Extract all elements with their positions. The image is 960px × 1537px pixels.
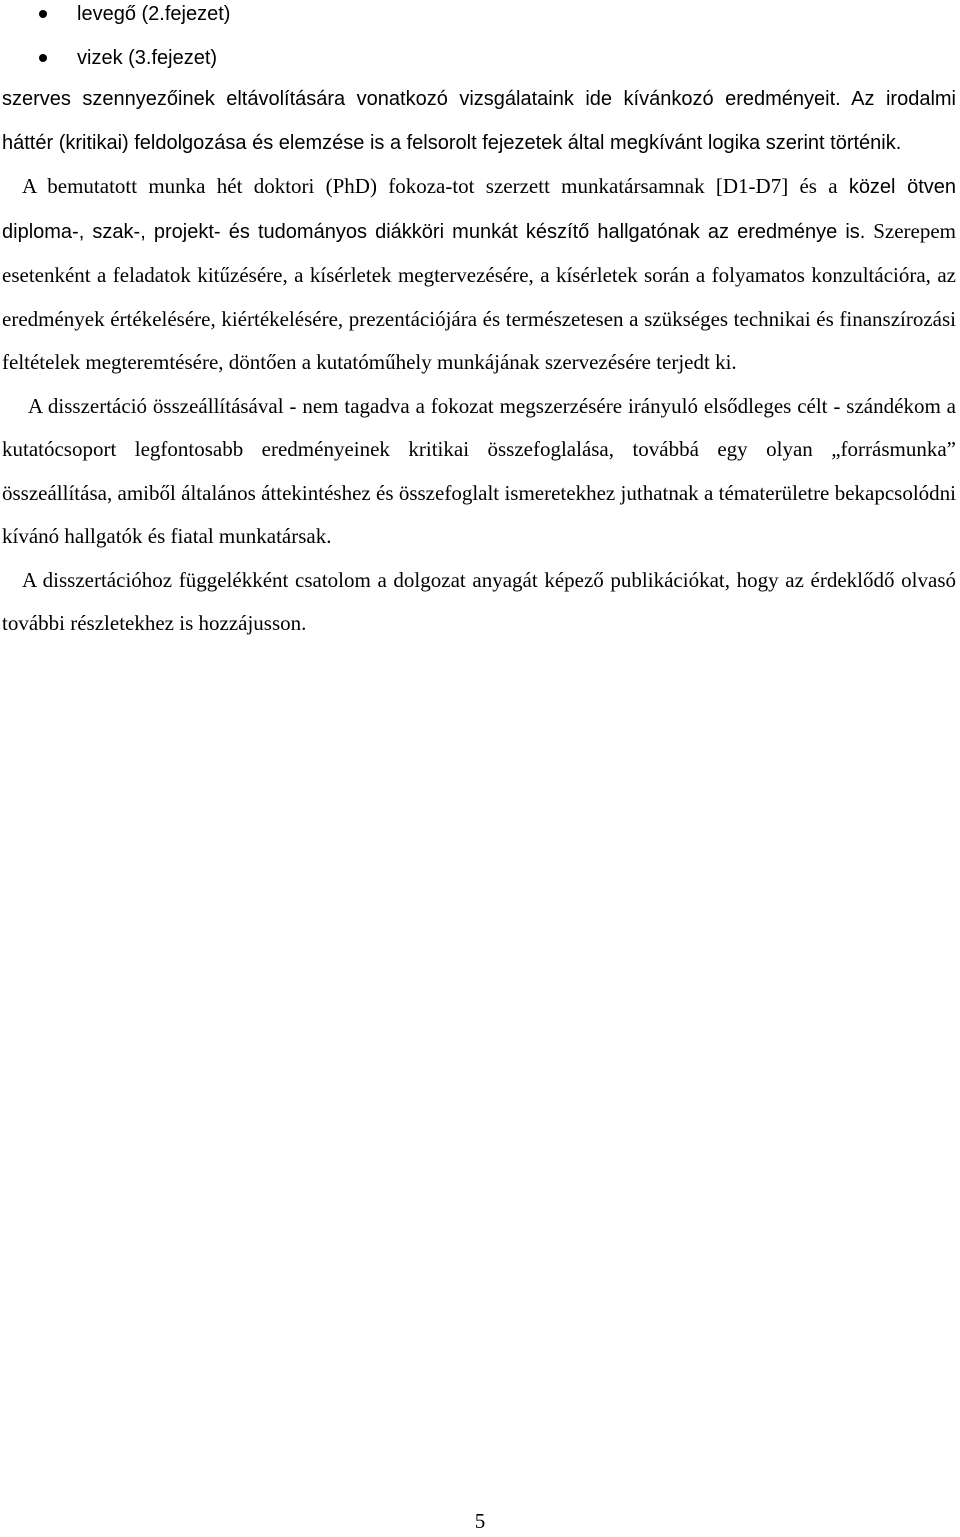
paragraph-purpose: A disszertáció összeállításával - nem tagadva a fokozat megszerzésére irányuló elsődleges célt - szándékom a kutatócsoport legfontosabb eredményeinek kritikai összefoglalása, továbbá egy olyan „forrásmunka” összeállítása, amiből általános áttekintéshez és összefoglalt ismeretekhez juthatnak a tématerületre bekapcsolódni kívánó hallgatók és fiatal munkatársak. [2,393,956,548]
paragraph-contributors-part3: Szerepem esetenként a feladatok kitűzésére, a kísérletek megtervezésére, a kísérletek során a folyamatos konzultációra, az eredmények értékelésére, kiértékelésére, prezentációjára és természetesen a szükséges technikai és finanszírozási feltételek megteremtésére, döntően a kutatóműhely munkájának szervezésére terjedt ki. [2,218,956,374]
body-text [2,78,956,646]
paragraph-intro: szerves szennyezőinek eltávolítására vonatkozó vizsgálataink ide kívánkozó eredményeit. Az irodalmi háttér (kritikai) feldolgozása és elemzése is a felsorolt fejezetek által megkívánt logika szerint történik. [2,88,956,154]
bullet-dot-icon [39,54,47,62]
bullet-item [0,36,960,80]
bullet-text: vizek (3.fejezet) [77,46,218,69]
bullet-item [0,0,960,36]
page-number: 5 [474,1509,486,1533]
paragraph-appendix: A disszertációhoz függelékként csatolom a dolgozat anyagát képező publikációkat, hogy az érdeklődő olvasó további részletekhez is hozzájusson. [2,567,956,635]
bullet-text: levegő (2.fejezet) [77,3,231,25]
paragraph-contributors-part2: közel ötven diploma-, szak-, projekt- és tudományos diákköri munkát készítő hallgatónak az eredménye is. [2,176,956,243]
paragraph-contributors-part1: A bemutatott munka hét doktori (PhD) fokoza-tot szerzett munkatársamnak [D1-D7] és a [22,174,838,198]
bullet-dot-icon [39,10,47,18]
chapter-bullet-list [0,0,960,79]
paragraph-contributors [2,165,956,385]
